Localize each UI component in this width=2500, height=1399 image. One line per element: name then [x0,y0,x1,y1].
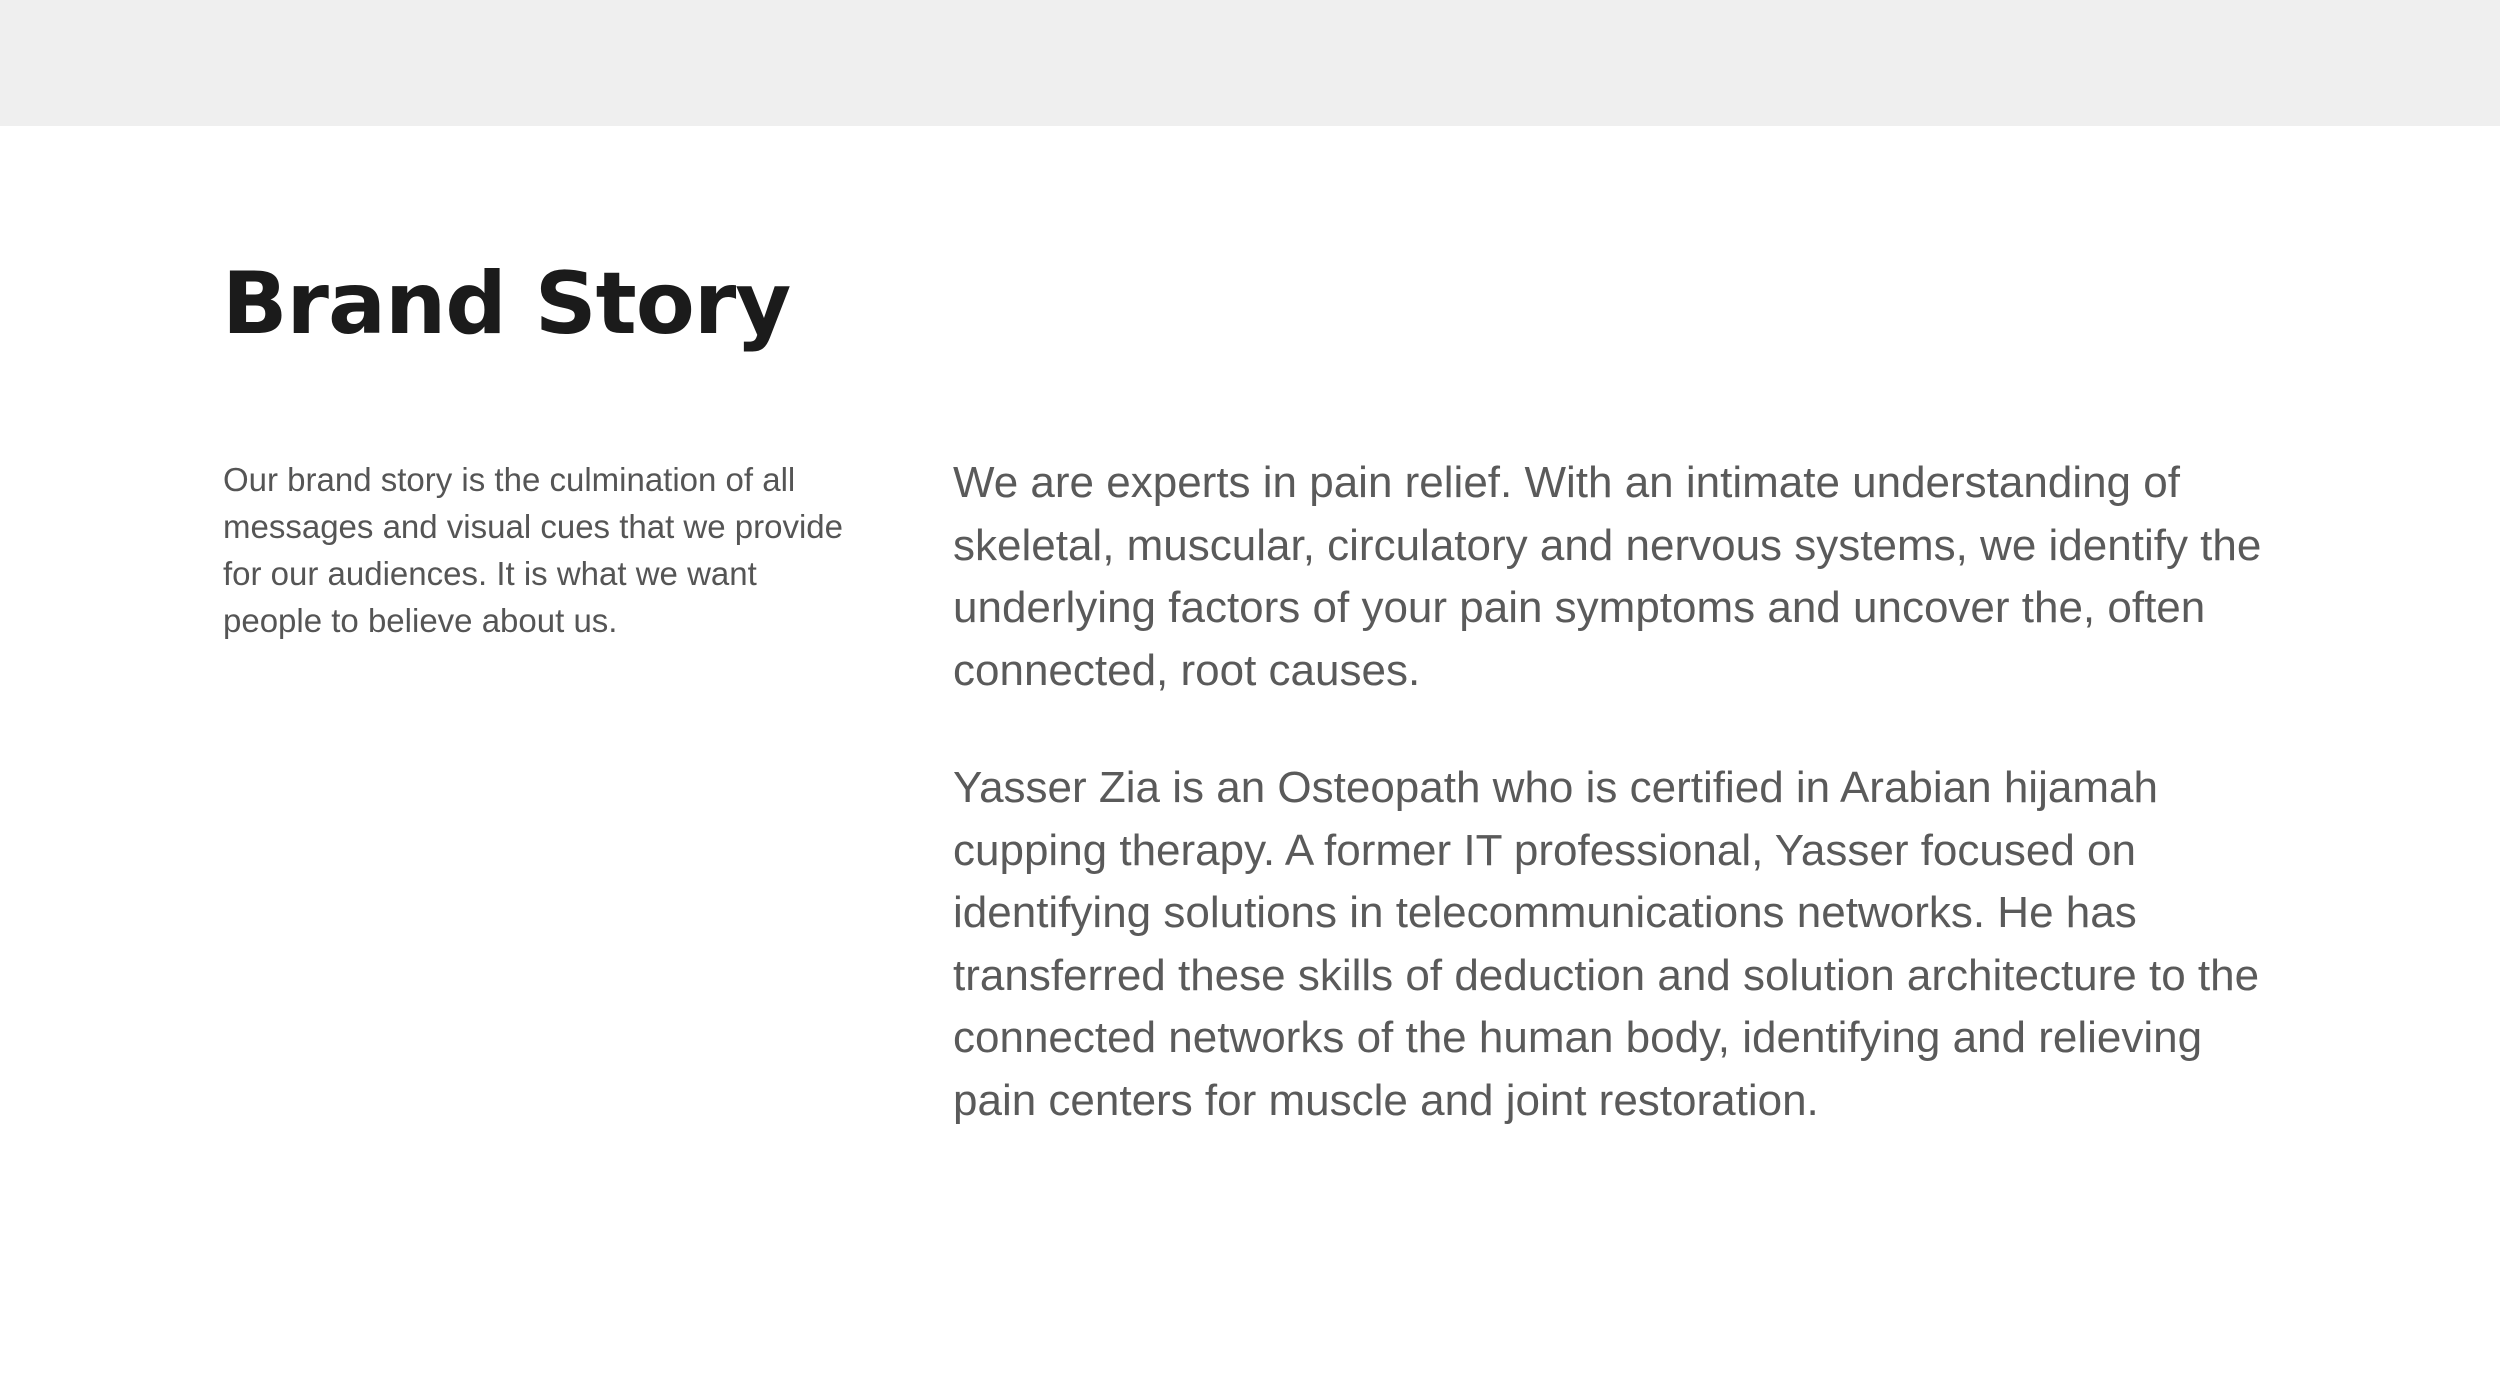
body-paragraph: Yasser Zia is an Osteopath who is certified in Arabian hijamah cupping therapy. A former IT professional, Yasser focused on identifying solutions in telecommunications networks. He has transferred these skills of deduction and solution architecture to the connected networks of the human body, identifying and relieving pain centers for muscle and joint restoration. [953,763,2260,1125]
page-title: Brand Story [222,254,791,354]
top-bar [0,0,2500,126]
body-column [953,452,2293,1187]
body-paragraph: We are experts in pain relief. With an intimate understanding of skeletal, muscular, circulatory and nervous systems, we identify the underlying factors of your pain symptoms and uncover the, often connected, root causes. [953,458,2262,695]
intro-text: Our brand story is the culmination of all messages and visual cues that we provide for our audiences. It is what we want people to believe about us. [223,461,844,639]
